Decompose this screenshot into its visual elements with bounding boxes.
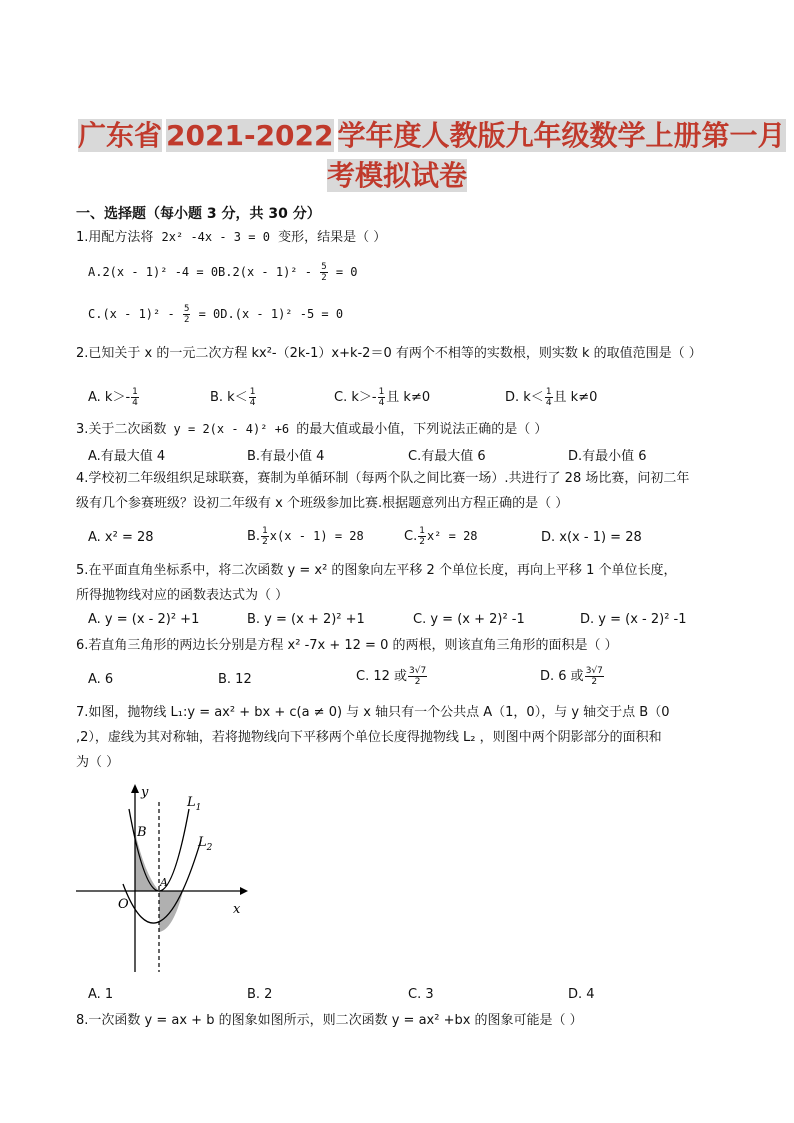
question-2-option-b: B. k＜ $\frac{1}{4}$ xyxy=(210,387,256,408)
fraction: $\frac{1}{4}$ xyxy=(545,387,552,408)
y-axis-arrow xyxy=(131,784,139,793)
point-a-label: A xyxy=(160,876,168,889)
section-heading: 一、选择题（每小题 3 分，共 30 分） xyxy=(76,206,321,222)
question-7-line3: 为（ ） xyxy=(76,755,120,770)
option-d: D.(x - 1)² -5 = 0 xyxy=(220,307,344,321)
question-3-option-a: A.有最大值 4 xyxy=(88,449,166,464)
question-2-stem: 2.已知关于 x 的一元二次方程 kx²-（2k-1）x+k-2＝0 有两个不相等的实数根，则实数 k 的取值范围是（ ） xyxy=(76,346,702,361)
question-5-line2: 所得抛物线对应的函数表达式为（ ） xyxy=(76,588,289,603)
option-a: A.2(x - 1)² -4 = 0 xyxy=(88,265,219,279)
l2-label: $L_2$ xyxy=(198,835,213,853)
option-c: C.(x - 1)² - $\frac{5}{2}$ = 0 xyxy=(88,304,221,325)
fraction: $\frac{3√7}{2}$ xyxy=(409,666,427,687)
question-4-line1: 4.学校初二年级组织足球联赛，赛制为单循环制（每两个队之间比赛一场）.共进行了 28 场比赛，问初二年 xyxy=(76,471,690,486)
question-6-option-c: C. 12 或 $\frac{3√7}{2}$ xyxy=(356,666,427,687)
shaded-region-left xyxy=(135,832,159,891)
question-7-option-d: D. 4 xyxy=(568,987,595,1002)
fraction: $\frac{1}{4}$ xyxy=(249,387,256,408)
fraction: $\frac{1}{4}$ xyxy=(378,387,385,408)
question-4-option-b: B. $\frac{1}{2}$ x(x - 1) = 28 xyxy=(247,526,364,547)
question-3-stem: 3.关于二次函数 y = 2(x - 4)² +6 的最大值或最小值，下列说法正确的是（ ） xyxy=(76,422,548,437)
x-axis-label: x xyxy=(233,902,241,917)
question-7-figure xyxy=(70,780,260,980)
question-4-option-a: A. x² = 28 xyxy=(88,530,154,545)
fraction: $\frac{5}{2}$ xyxy=(183,304,190,325)
question-1-options-row1 xyxy=(88,262,358,283)
question-7-line1: 7.如图，抛物线 L₁:y = ax² + bx + c(a ≠ 0) 与 x 轴只有一个公共点 A（1，0），与 y 轴交于点 B（0 xyxy=(76,705,670,720)
fraction: $\frac{1}{2}$ xyxy=(419,526,425,547)
question-6-option-a: A. 6 xyxy=(88,672,114,687)
point-b-label: B xyxy=(137,825,147,840)
question-5-option-d: D. y = (x - 2)² -1 xyxy=(580,612,687,627)
l1-label: $L_1$ xyxy=(187,795,202,813)
question-7-option-a: A. 1 xyxy=(88,987,114,1002)
question-7-option-b: B. 2 xyxy=(247,987,273,1002)
x-axis-arrow xyxy=(240,887,248,895)
question-4-option-d: D. x(x - 1) = 28 xyxy=(541,530,642,545)
fraction: $\frac{1}{2}$ xyxy=(262,526,268,547)
option-b: B.2(x - 1)² - $\frac{5}{2}$ = 0 xyxy=(218,262,358,283)
question-1-stem: 1.用配方法将 2x² -4x - 3 = 0 变形，结果是（ ） xyxy=(76,230,387,245)
question-2-option-d: D. k＜ $\frac{1}{4}$ 且 k≠0 xyxy=(505,387,598,408)
fraction: $\frac{5}{2}$ xyxy=(321,262,327,283)
question-4-line2: 级有几个参赛班级？设初二年级有 x 个班级参加比赛.根据题意列出方程正确的是（ ） xyxy=(76,496,569,511)
question-7-option-c: C. 3 xyxy=(408,987,434,1002)
question-6-option-d: D. 6 或 $\frac{3√7}{2}$ xyxy=(540,666,603,687)
question-2-option-c: C. k＞- $\frac{1}{4}$ 且 k≠0 xyxy=(334,387,431,408)
question-8-stem: 8.一次函数 y = ax + b 的图象如图所示，则二次函数 y = ax² +bx 的图象可能是（ ） xyxy=(76,1013,583,1028)
question-6-stem: 6.若直角三角形的两边长分别是方程 x² -7x + 12 = 0 的两根，则该直角三角形的面积是（ ） xyxy=(76,638,618,653)
question-1-options-row2 xyxy=(88,304,343,325)
question-7-line2: ,2），虚线为其对称轴，若将抛物线向下平移两个单位长度得抛物线 L₂ ，则图中两个阴影部分的面积和 xyxy=(76,730,662,745)
origin-label: O xyxy=(118,897,129,912)
question-2-option-a: A. k＞- $\frac{1}{4}$ xyxy=(88,387,138,408)
question-5-option-b: B. y = (x + 2)² +1 xyxy=(247,612,365,627)
question-3-option-b: B.有最小值 4 xyxy=(247,449,325,464)
question-4-option-c: C. $\frac{1}{2}$ x² = 28 xyxy=(404,526,478,547)
y-axis-label: y xyxy=(141,785,149,800)
question-5-line1: 5.在平面直角坐标系中，将二次函数 y = x² 的图象向左平移 2 个单位长度，再向上平移 1 个单位长度， xyxy=(76,563,677,578)
question-3-option-d: D.有最小值 6 xyxy=(568,449,647,464)
document-title-line2: 考模拟试卷 xyxy=(327,159,468,192)
question-5-option-c: C. y = (x + 2)² -1 xyxy=(413,612,525,627)
question-5-option-a: A. y = (x - 2)² +1 xyxy=(88,612,200,627)
fraction: $\frac{3√7}{2}$ xyxy=(585,666,603,687)
question-6-option-b: B. 12 xyxy=(218,672,252,687)
fraction: $\frac{1}{4}$ xyxy=(132,387,138,408)
document-title-line1: 广东省 2021-2022 学年度人教版九年级数学上册第一月 xyxy=(78,119,786,152)
question-3-option-c: C.有最大值 6 xyxy=(408,449,486,464)
